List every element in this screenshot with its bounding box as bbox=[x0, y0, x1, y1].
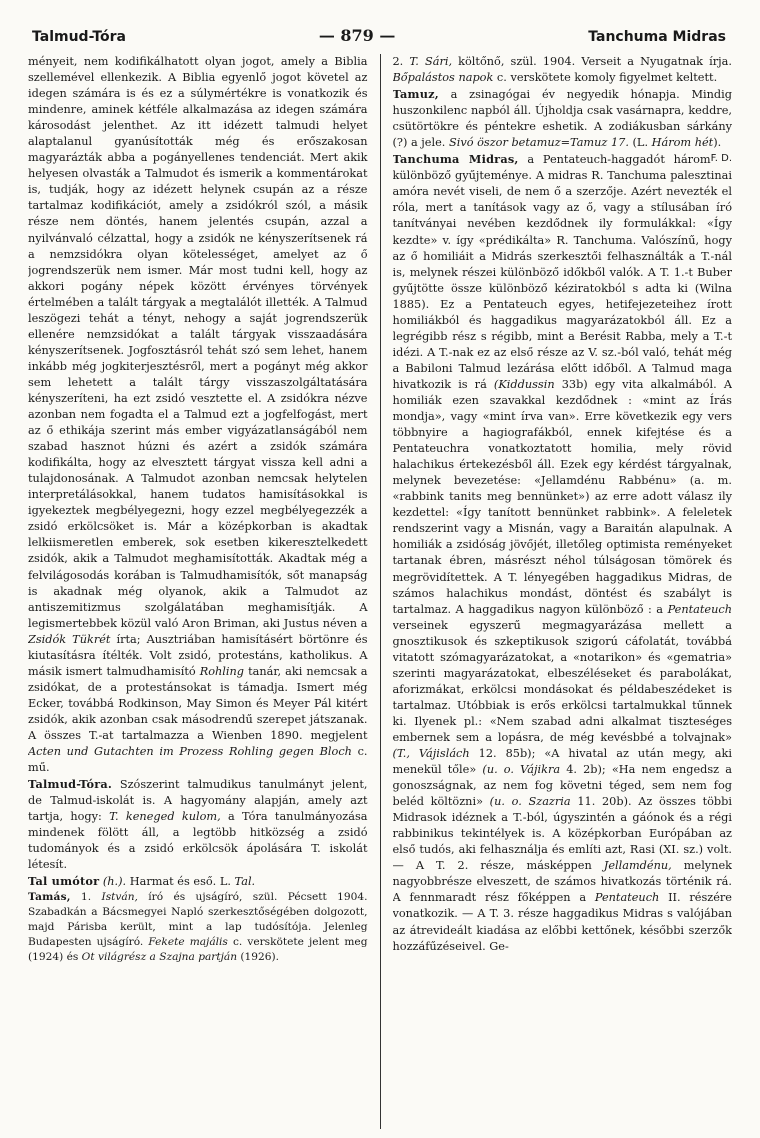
headword: Tamás, bbox=[28, 891, 71, 904]
headword: Tal umótor bbox=[28, 874, 100, 889]
entry-tal-umotor: Tal umótor (h.). Harmat és eső. L. Tal. bbox=[28, 874, 256, 889]
right-column bbox=[393, 54, 733, 1129]
header-right-title: Tanchuma Midras bbox=[588, 29, 726, 45]
headword: Tanchuma Midras, bbox=[392, 152, 519, 167]
column-divider bbox=[380, 54, 381, 1129]
entry-tanchuma-midras: Tanchuma Midras, a Pentateuch-haggadót három különböző gyűjteménye. A midras R. Tanchuma palesztinai amóra nevét viseli, de nem ő a szerzője. Azért nevezték el róla, mert a tanítások vagy az ő, vagy a stílusában író tanítványai nevében kezdődnek ily formulákkal: «Így kezdte» v. így «prédikálta» R. Tanchuma. Valószínű, hogy az ő homiliáit a Midrás szerkesztői felhasználták a T.-nál is, melynek részei különböző időkből valók. A T. 1.-t Buber gyűjtötte össze különböző kéziratokból s adta ki (Wilna 1885). Ez a Pentateuch egyes, hetifejezeteihez írott homiliákból és haggadikus magyarázatokból áll. Ez a legrégibb rész s régibb, mint a Berésit Rabba, mely a T.-t idézi. A T.-nak ez az első része az V. sz.-ból való, tehát még a Babiloni Talmud lezárása előtt időből. A Talmud maga hivatkozik is rá (Kiddussin 33b) egy vita alkalmából. A homiliák ezen szavakkal kezdődnek : «mint az Írás mondja», vagy «mint írva van». Erre következik egy vers többnyire a hagiografákból, ennek kifejtése és a Pentateuchra vonatkoztatott homilia, mely rövid halachikus értekezésből áll. Ezek egy kérdést tárgyalnak, melynek bevezetése: «Jellamdénu Rabbénu» (a. m. «rabbink tanits meg bennünket») az erre adott válasz ily kezdettel: «Így tanított bennünket rabbink». A feleletek rendszerint vagy a Misnán, vagy a Baraitán alapulnak. A homiliák a zsidóság jövőjét, illetőleg optimista reményeket tartanak ébren, másrészt néhol túlságosan tömörek és megrövidítettek. A T. lényegében haggadikus Midras, de számos halachikus mondást, döntést és szabályt is tartalmaz. A haggadikus nagyon különböző : a Pentateuch verseinek egyszerű megmagyarázása mellett a gnosztikusok és szkeptikusok szigorú cáfolatát, továbbá vitatott szómagyarázatokat, a «notarikon» és «gematria» szerinti magyarázatokat, elbeszéléseket és parabolákat, aforizmákat, erkölcsi mondásokat és példabeszédeket is tartalmaz. Utóbbiak is erős erkölcsi tartalmukkal tűnnek ki. Ilyenek pl.: «Nem szabad adni alkalmat tiszteséges embernek sem a lopásra, de még kevésbbé a tolvajnak» (T., Vájislách 12. 85b); «A hivatal az után megy, aki menekül tőle» (u. o. Vájikra 4. 2b); «Ha nem engedsz a gonoszságnak, az nem fog követni téged, sem nem fog beléd költözni» (u. o. Szazria 11. 20b). Az összes többi Midrasok idéznek a T.-ból, úgyszintén a gáónok és a régi rabbinikus tekintélyek is. A középkorban Európában az első tudós, aki felhasználja és említi azt, Rasi (XI. sz.) volt. — A T. 2. része, másképpen Jellamdénu, melynek nagyobbrésze elveszett, de számos hivatkozás történik rá. A fennmaradt rész főképpen a Pentateuch II. részére vonatkozik. — A T. 3. része haggadikus Midras s valójában az átrevideált kiadása az előbbi kettőnek, későbbi szerzők hozzáfűzéseivel. Ge- bbox=[392, 152, 732, 953]
running-header bbox=[28, 26, 732, 48]
headword: Tamuz, bbox=[392, 87, 439, 102]
continued-article: ményeit, nem kodifikálhatott olyan jogot, amely a Biblia szellemével ellenkezik. A Biblia egyenlő jogot követel az idegen számára is és ez a súlymértékre is vonatkozik és mindenre, aminek kétféle alkalmazása az idegen számára károsodást jelenthet. Az itt idézett talmudi helyet alaptalanul gyanúsították még és erőszakosan magyarázták abba a pogányellenes tendenciát. Mert akik helyesen olvasták a Talmudot és ismerik a kommentárokat is, tudják, hogy az idézett helynek csupán az a része tartalmaz kodifikációt, amely a zsidókról szól, a másik része nem döntés, hanem jelentés csupán, azzal a nyilvánvaló célzattal, hogy a zsidók ne kényszerítsenek rá a nemzsidókra olyan kötelességet, amelyet az ő jogrendszerük nem ismer. Már most tudni kell, hogy az akkori pogány népek között érvényes törvények értelmében a talált tárgyak a megtalálót illették. A Talmud leszögezi tehát a tényt, nehogy a saját jogrendszerük ellenére nemzsidókat a talált tárgyak visszaadására kényszerítsenek. Jogfosztásról tehát szó sem lehet, hanem inkább még jogkiterjesztésről, mert a pogányt még akkor sem lehetett a talált tárgy visszaszolgáltatására kényszeríteni, ha ezt zsidó vesztette el. A zsidókra nézve azonban nem fogadta el a Talmud ezt a jogfelfogást, mert az ő ethikája szerint más ember vigyázatlanságából nem szabad hasznot húzni és azért a zsidók számára kodifikálta, hogy az elvesztett tárgyat vissza kell adni a tulajdonosának. A Talmudot azonban nemcsak helytelen interpretálásokkal, hanem tudatos hamisításokkal is igyekeztek megbélyegezni, hogy ezzel megbélyegezzék a zsidó erkölcsöket is. Már a középkorban is akadtak lelkiismeretlen emberek, sok esetben kikeresztelkedett zsidók, akik a Talmudot meghamisították. Akadtak még a felvilágosodás korában is Talmudhamisítók, sőt manapság is akadnak még olyanok, akik a Talmudot az antiszemitizmus szolgálatában meghamisítják. A legismertebbek közül való Aron Briman, aki Justus néven a Zsidók Tükrét írta; Ausztriában hamisításért börtönre és kiutasításra ítélték. Volt zsidó, protestáns, katholikus. A másik ismert talmudhamisító Rohling tanár, aki nemcsak a zsidókat, de a protestánsokat is támadja. Ismert még Ecker, továbbá Rodkinson, May Simon és Meyer Pál kitért zsidók, akik azonban csak másodrendű szerepet játszanak. A összes T.-at tartalmazza a Wienben 1890. megjelent Acten und Gutachten im Prozess Rohling gegen Bloch c. mű. bbox=[28, 55, 368, 775]
page-number: — 879 — bbox=[318, 26, 396, 45]
text-columns bbox=[28, 54, 732, 1129]
entry-tamas: Tamás, 1. István, író és ujságíró, szül. Pécsett 1904. Szabadkán a Bácsmegyei Napló szerkesztőségében dolgozott, majd Párisba került, mint a lap tudósítója. Jelenleg Budapesten ujságíró. Fekete majális c. verskötete jelent meg (1924) és Ot világrész a Szajna partján (1926). bbox=[28, 891, 368, 964]
header-left-title: Talmud-Tóra bbox=[32, 29, 126, 45]
entry-talmud-tora: Talmud-Tóra. Szószerint talmudikus tanulmányt jelent, de Talmud-iskolát is. A hagyomány alapján, amely azt tartja, hogy: T. keneged kulom, a Tóra tanulmányozása mindenek fölött áll, a legtöbb hitközség a zsidó tudományok és a zsidó erkölcsök ápolására T. iskolát létesít. bbox=[28, 777, 368, 872]
left-column bbox=[28, 54, 368, 1129]
entry-tamuz: Tamuz, a zsinagógai év negyedik hónapja. Mindig huszonkilenc napból áll. Újholdja csak vasárnapra, keddre, csütörtökre és péntekre eshetik. A zodiákusban sárkány (?) a jele. Sivó öszor betamuz=Tamuz 17. (L. Három hét). F. D. bbox=[393, 86, 733, 151]
entry-tamas-sari: 2. T. Sári, költőnő, szül. 1904. Verseit a Nyugatnak írja. Bőpalástos napok c. verskötete komoly figyelmet keltett. bbox=[392, 55, 732, 85]
author-signature: F. D. bbox=[710, 153, 732, 165]
headword: Talmud-Tóra. bbox=[28, 777, 113, 792]
